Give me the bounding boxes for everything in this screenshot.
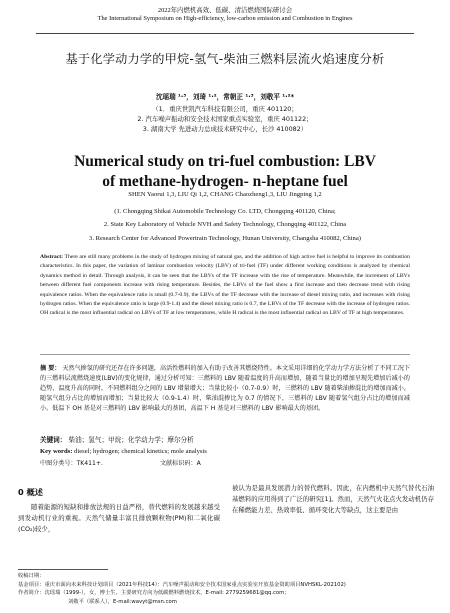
classification-row [40,458,410,467]
section-heading: 0 概述 [18,487,43,497]
abstract-en-label: Abstract: [40,254,64,260]
abstract-cn [40,364,410,414]
affiliation-cn-3: 3. 湖南大学 先进动力总成技术研究中心，长沙 410082） [142,125,308,134]
title-en [10,152,440,192]
conference-name-en: The International Symposium on High-efficiency, low-carbon emission and Combustion in Engines [97,15,353,23]
document-code [160,458,201,467]
affiliation-cn-2: 2. 汽车噪声振动和安全技术国家重点实验室，重庆 401122； [137,115,313,124]
affiliation-cn-1: （1．重庆世凯汽车科技有限公司，重庆 401120； [152,105,298,113]
footnote-fund: 基金项目：重庆市面向未来科技计划项目（2021年科技14）：汽车噪声振动和安全技术国家重点实验室开放基金资助项目NVHSKL-202102) [18,581,346,588]
abstract-en-text: There are still many problems in the study of hydrogen mixing of natural gas, and the addition of high active fuel is helpful to improve its combustion characteristics. In this paper, the variation of laminar combustion velocity (LBV) of tri-fuel (TF) under different working conditions is analyzed by chemical dynamics method in detail. Through analysis, it can be seen that the LBVs of the TF increase with the rise of temperature. Meanwhile, the increment of LBVs between different fuel components increase with rising temperature. Besides, the LBVs of the fuel show a first increase and then decrease trend with rising equivalence ratios. When the equivalence ratio is small (0.7-0.9), the LBVs of the TF decrease with the increase of diesel mixing ratio, and increases with rising hydrogen ratios. When the equivalence ratio is large (0.9-1.4) and the diesel mixing ratio is 0.7, the LBVs of the TF decrease with the increase of hydrogen ratios. OH radical is the most influential radical on LBVs of TF at low temperatures, while H radical is the most influential radical on LBV of TF at high temperatures. [40,254,410,317]
affiliations-cn [10,104,440,135]
footnote-received: 收稿日期： [18,573,45,579]
keywords-en [40,447,410,457]
conference-name-cn: 2022年内燃机高效、低碳、清洁燃烧国际研讨会 [157,7,293,14]
intro-left-column: 随着能源的短缺和排放法规的日益严格，替代燃料的发展越来越受到发动机行业的重视。天然气储量丰富且排放颗粒物(PM)和二氧化碳(CO₂)较少， [18,503,220,534]
affiliation-en-3: 3. Research Center for Advanced Powertrain Technology, Hunan University, Changsha 410082, China) [89,234,361,242]
footnotes [18,572,434,606]
affiliation-en-1: (1. Chongqing Shikai Automobile Technology Co. LTD, Chongqing 401120, China; [114,208,336,215]
abstract-cn-label: 摘 要： [40,365,61,372]
conference-header [20,7,430,24]
keywords-cn-text: 柴油；氢气；甲烷；化学动力学；摩尔分析 [68,436,194,444]
abstract-divider [40,354,410,355]
affiliation-en-2: 2. State Key Laboratory of Vehicle NVH and Safety Technology, Chongqing 401122, China [103,221,347,229]
footnote-corresponding: 刘敬平（联系人），E-mail:wavyt@msn.com [68,598,177,605]
abstract-cn-text: 天然气掺氢的研究还存在许多问题，高活性燃料的加入有助于改善其燃烧特性。本文采用详细的化学动力学方法分析了不同工况下的三燃料层流燃烧速度(LBV)的变化规律，通过分析可知：三燃料的 LBV 随着温度的升高而增加，随着当量比的增加呈现先增加后减小的趋势，温度升高的同时，不同燃料组分之间的 LBV 增量增大；当量比较小（0.7-0.9）时，三燃料的 LBV 随着柴油掺混比的增加而减小，随氢气组分占比的增加而增加；当量比较大（0.9-1.4）时，柴油混掺比为 0.7 的情况下，三燃料的 LBV 随着氢气组分占比的增加而减小。低温下 OH 基是对三燃料的 LBV 影响最大的基团，高温下 H 基是对三燃料的 LBV 影响最大的基团。 [40,365,411,412]
title-en-line1: Numerical study on tri-fuel combustion: LBV [74,153,376,170]
abstract-en [40,253,410,319]
authors-cn: 沈瑶瑞 ¹·³，刘琦 ¹·²，常朝正 ¹·³，刘敬平 ¹·²* [155,93,295,101]
title-cn: 基于化学动力学的甲烷-氢气-柴油三燃料层流火焰速度分析 [65,52,385,66]
footnote-rule [18,569,108,570]
document-code-label: 文献标识码： [160,460,197,467]
authors-en: SHEN Yaorui 1,3, LIU Qi 1,2, CHANG Chaozheng1,3, LIU Jingping 1,2 [128,191,322,198]
classification-value: TK411+. [76,460,103,467]
title-en-line2: of methane-hydrogen- n-heptane fuel [102,173,348,190]
keywords-en-text: diesel; hydrogen; chemical kinetics; mole analysis [74,448,207,455]
header-rule [36,33,414,34]
intro-right-column: 被认为是最具发展潜力的替代燃料。因此，在内燃机中天然气替代石油基燃料的应用得到了广泛的研究[1]。然而，天然气火花点火发动机仍存在稀燃能力差、热效率低、循环变化大等缺点，这主要是由 [232,484,434,515]
classification-label: 中图分类号： [40,460,77,467]
keywords-en-label: Key words: [40,448,73,455]
keywords-cn [40,435,410,445]
affiliations-en [10,205,440,245]
footnote-author: 作者简介：沈瑶瑞（1999-），女，博士生，主要研究方向为低碳燃料燃烧技术，E-mail: 2779259681@qq.com； [18,590,290,597]
keywords-cn-label: 关键词： [40,436,67,444]
document-code-value: A [196,460,201,467]
